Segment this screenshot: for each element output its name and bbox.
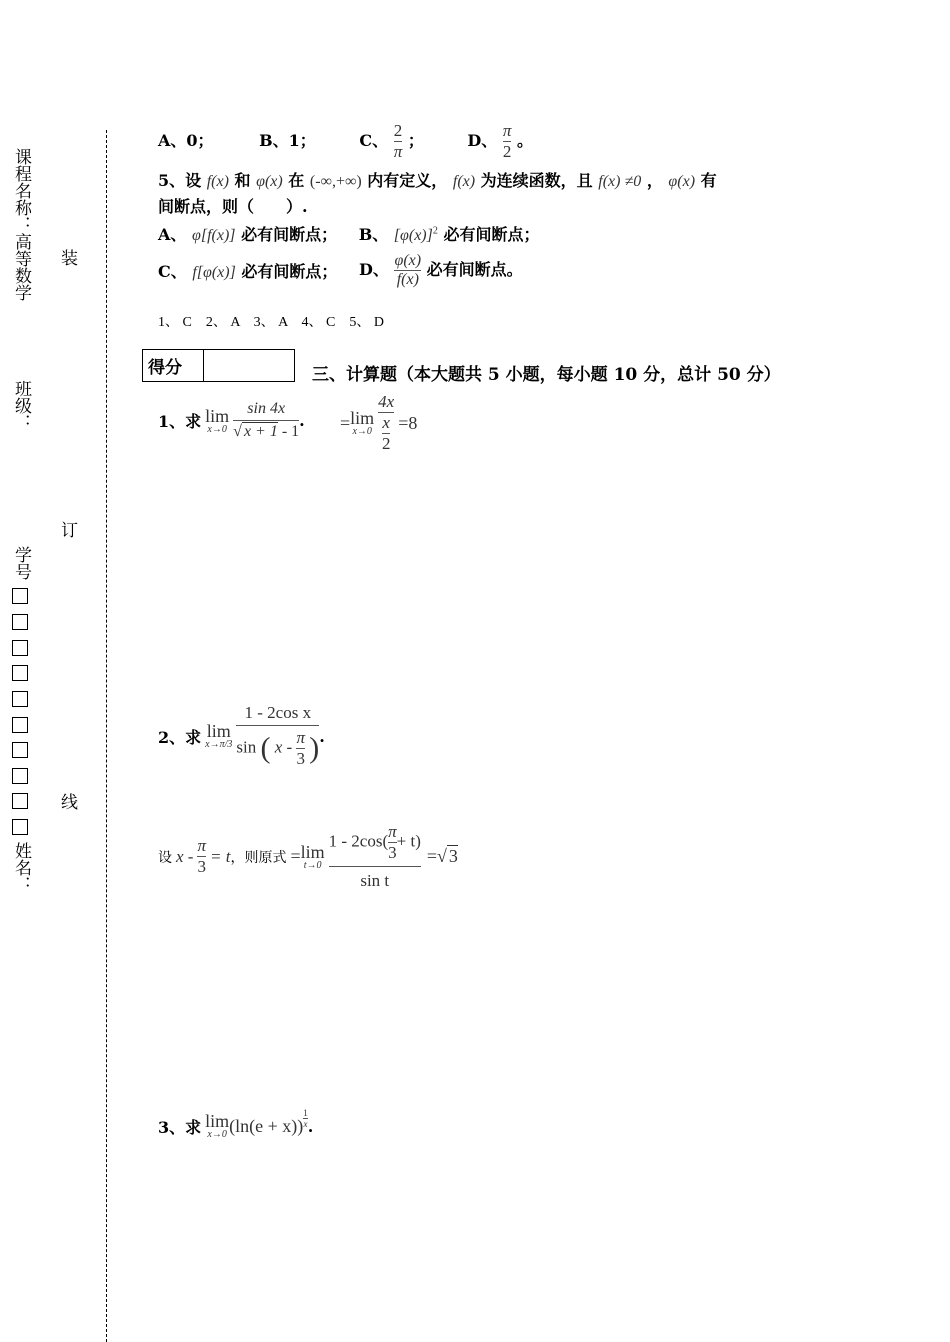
q4-options [158, 114, 533, 162]
score-label: 得分 [143, 350, 204, 382]
q5-options-cd [158, 252, 523, 289]
frac-num: 2 [393, 121, 403, 140]
course-label: 课程名称：高等数学 [11, 148, 31, 301]
student-id-box[interactable] [12, 665, 28, 681]
question-5: 5、设 f(x) 和 φ(x) 在 (-∞,+∞) 内有定义， f(x) 为连续函数，且 f(x) ≠0 ， φ(x) 有 [158, 171, 717, 190]
q5-option-b: B、 $[\varphi(x)]^2$ 必有间断点； [358, 225, 540, 244]
q5-option-c: C、 f[φ(x)] 必有间断点； [158, 262, 338, 281]
student-id-box[interactable] [12, 768, 28, 784]
problem-1-answer: = lim x→0 $\frac{4x}{\frac{x}{2}}$ =8 [340, 392, 418, 453]
frac-num: π [502, 121, 512, 140]
q4-option-c: C、 $\frac{2}{\pi}$ ； [359, 121, 424, 161]
frac-den: sin ( x - $\frac{\pi}{3}$ ) [236, 725, 319, 769]
student-id-box[interactable] [12, 742, 28, 758]
student-id-box[interactable] [12, 588, 28, 604]
frac-den: √ x + 1 - 1 [233, 420, 299, 441]
q4-option-a: A、0； [158, 131, 214, 150]
binding-mark-zhuang: 装 [61, 249, 78, 269]
student-id-box[interactable] [12, 717, 28, 733]
student-id-label: 学号 [11, 546, 31, 580]
student-id-box[interactable] [12, 691, 28, 707]
frac-num: 1 - 2cos( $\frac{\pi}{3}$ + t) [328, 822, 421, 862]
problem-1: 1、求 lim x→0 $\frac{\sin 4x}{√ x + 1 - 1}$ . [158, 400, 305, 440]
student-id-box[interactable] [12, 640, 28, 656]
student-id-box[interactable] [12, 614, 28, 630]
problem-3: 3、求 lim x→0 (ln(e + x)) $\frac{1}{x}$ . [158, 1108, 314, 1140]
frac-num: φ(x) [394, 252, 422, 269]
student-id-box[interactable] [12, 793, 28, 809]
q4-option-b: B、1； [259, 131, 316, 150]
problem-2: 2、求 lim x→π/3 1 - 2cos x sin ( x - $\frac{\pi}{3}$ ) . [158, 703, 325, 768]
answers-line: 1、 C 2、 A 3、 A 4、 C 5、 D [158, 315, 384, 330]
frac-den: f(x) [394, 270, 421, 289]
question-5-line2: 间断点，则（ ）. [158, 197, 308, 216]
frac-num: sin 4x [247, 400, 286, 417]
frac-den: π [393, 142, 403, 161]
problem-2-solution: 设 x - $\frac{\pi}{3}$ = t ，则原式 = lim t→0 1 - 2cos( $\frac{\pi}{3}$ + t) sin t = √ 3 [158, 822, 458, 890]
score-box [142, 349, 295, 382]
q5-options-ab [158, 222, 539, 245]
q4-option-d: D、 $\frac{\pi}{2}$ 。 [467, 121, 534, 161]
frac-den: sin t [329, 866, 421, 891]
student-id-box[interactable] [12, 819, 28, 835]
name-label: 姓名： [11, 842, 31, 893]
frac-num: 4x [378, 392, 395, 411]
frac-den: $\frac{x}{2}$ [378, 412, 394, 454]
q5-option-a: A、 φ[f(x)] 必有间断点； [158, 225, 338, 244]
frac-den: 2 [502, 142, 512, 161]
binding-dotted-line [106, 130, 107, 1342]
class-label: 班级： [11, 380, 31, 431]
section-3-title: 三、计算题（本大题共 5 小题，每小题 10 分，总计 50 分） [312, 365, 781, 385]
binding-mark-ding: 订 [61, 521, 78, 541]
q5-option-d: D、 $\frac{\varphi(x)}{f(x)}$ 必有间断点。 [359, 252, 523, 288]
binding-mark-xian: 线 [61, 793, 78, 813]
frac-num: 1 - 2cos x [244, 703, 312, 722]
score-value-cell[interactable] [204, 350, 295, 382]
